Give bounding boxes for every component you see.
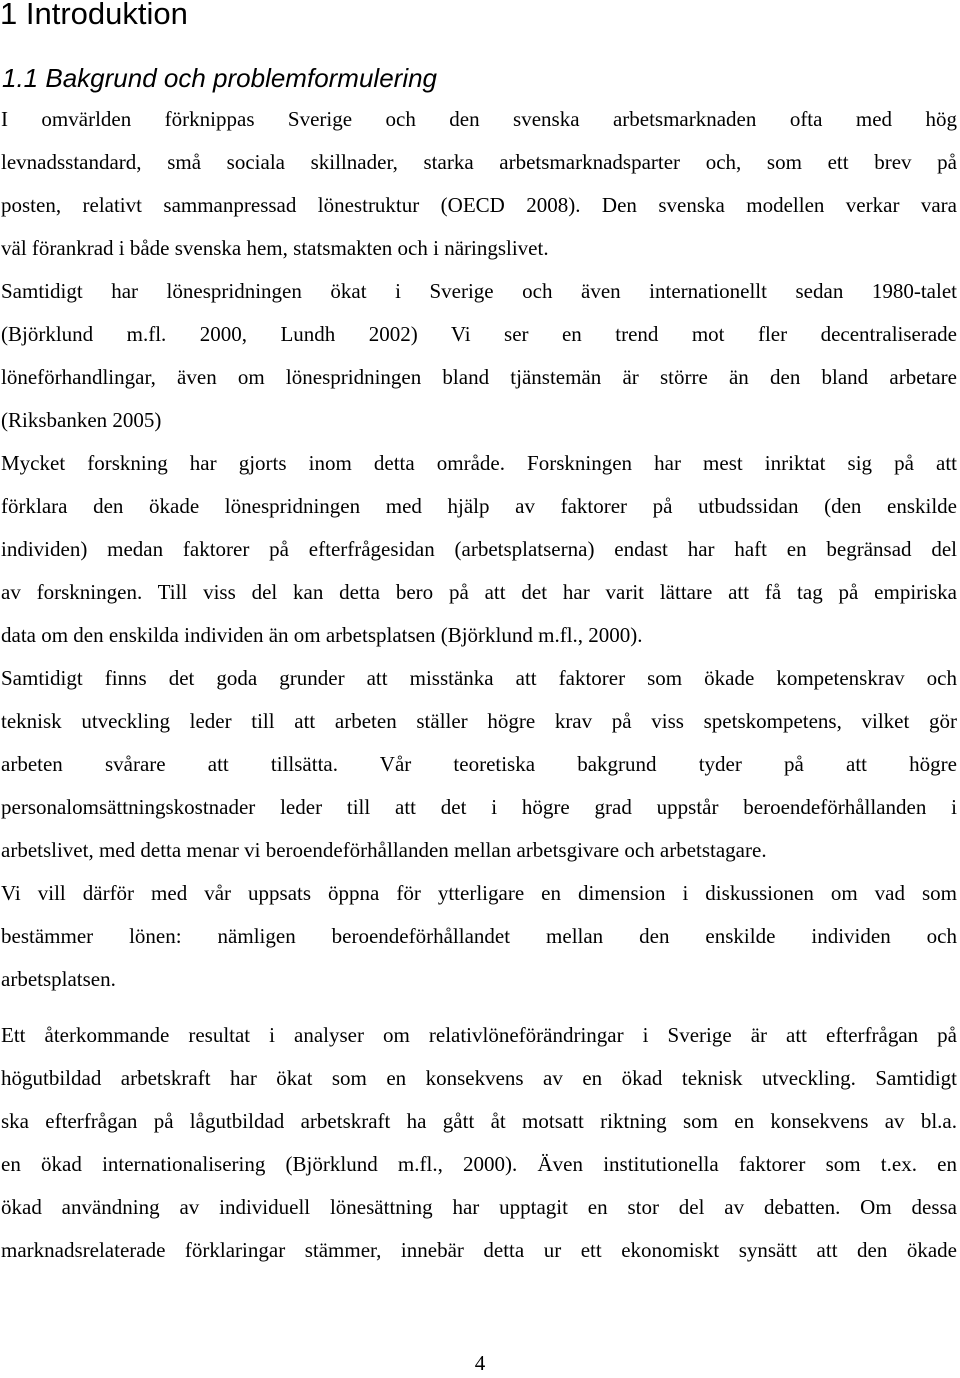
text-line: individen) medan faktorer på efterfrågesidan (arbetsplatserna) endast har haft en begränsad del (1, 537, 957, 561)
page-number: 4 (474, 1351, 486, 1375)
text-line: väl förankrad i både svenska hem, statsmakten och i näringslivet. (1, 236, 549, 260)
text-line: teknisk utveckling leder till att arbeten ställer högre krav på viss spetskompetens, vilket gör (1, 709, 957, 733)
text-line: levnadsstandard, små sociala skillnader, starka arbetsmarknadsparter och, som ett brev på (1, 150, 957, 174)
text-line: förklara den ökade lönespridningen med hjälp av faktorer på utbudssidan (den enskilde (1, 494, 957, 518)
text-line: marknadsrelaterade förklaringar stämmer, innebär detta ur ett ekonomiskt synsätt att den ökade (1, 1238, 957, 1262)
text-line: I omvärlden förknippas Sverige och den svenska arbetsmarknaden ofta med hög (1, 107, 957, 131)
text-line: arbetsplatsen. (1, 967, 116, 991)
text-line: Samtidigt finns det goda grunder att misstänka att faktorer som ökade kompetenskrav och (1, 666, 957, 690)
text-line: av forskningen. Till viss del kan detta bero på att det har varit lättare att få tag på empiriska (1, 580, 957, 604)
text-line: data om den enskilda individen än om arbetsplatsen (Björklund m.fl., 2000). (1, 623, 643, 647)
text-line: löneförhandlingar, även om lönespridningen bland tjänstemän är större än den bland arbetare (1, 365, 957, 389)
text-line: arbetslivet, med detta menar vi beroendeförhållanden mellan arbetsgivare och arbetstagare. (1, 838, 767, 862)
text-line: Ett återkommande resultat i analyser om relativlöneförändringar i Sverige är att efterfrågan på (1, 1023, 957, 1047)
text-line: Mycket forskning har gjorts inom detta område. Forskningen har mest inriktat sig på att (1, 451, 957, 475)
text-line: en ökad internationalisering (Björklund m.fl., 2000). Även institutionella faktorer som t.ex. en (1, 1152, 957, 1176)
text-line: personalomsättningskostnader leder till att det i högre grad uppstår beroendeförhållanden i (1, 795, 957, 819)
text-line: (Riksbanken 2005) (1, 408, 162, 432)
text-line: Vi vill därför med vår uppsats öppna för ytterligare en dimension i diskussionen om vad som (1, 881, 957, 905)
chapter-heading: 1 Introduktion (0, 0, 188, 31)
text-line: högutbildad arbetskraft har ökat som en konsekvens av en ökad teknisk utveckling. Samtidigt (1, 1066, 957, 1090)
text-line: bestämmer lönen: nämligen beroendeförhållandet mellan den enskilde individen och (1, 924, 957, 948)
text-line: Samtidigt har lönespridningen ökat i Sverige och även internationellt sedan 1980-talet (1, 279, 957, 303)
section-heading: 1.1 Bakgrund och problemformulering (2, 63, 438, 93)
text-line: (Björklund m.fl. 2000, Lundh 2002) Vi ser en trend mot fler decentraliserade (1, 322, 957, 346)
text-line: ökad användning av individuell lönesättning har upptagit en stor del av debatten. Om dessa (1, 1195, 957, 1219)
text-line: ska efterfrågan på lågutbildad arbetskraft ha gått åt motsatt riktning som en konsekvens av bl.a. (1, 1109, 957, 1133)
text-line: arbeten svårare att tillsätta. Vår teoretiska bakgrund tyder på att högre (1, 752, 957, 776)
text-line: posten, relativt sammanpressad lönestruktur (OECD 2008). Den svenska modellen verkar vara (1, 193, 957, 217)
